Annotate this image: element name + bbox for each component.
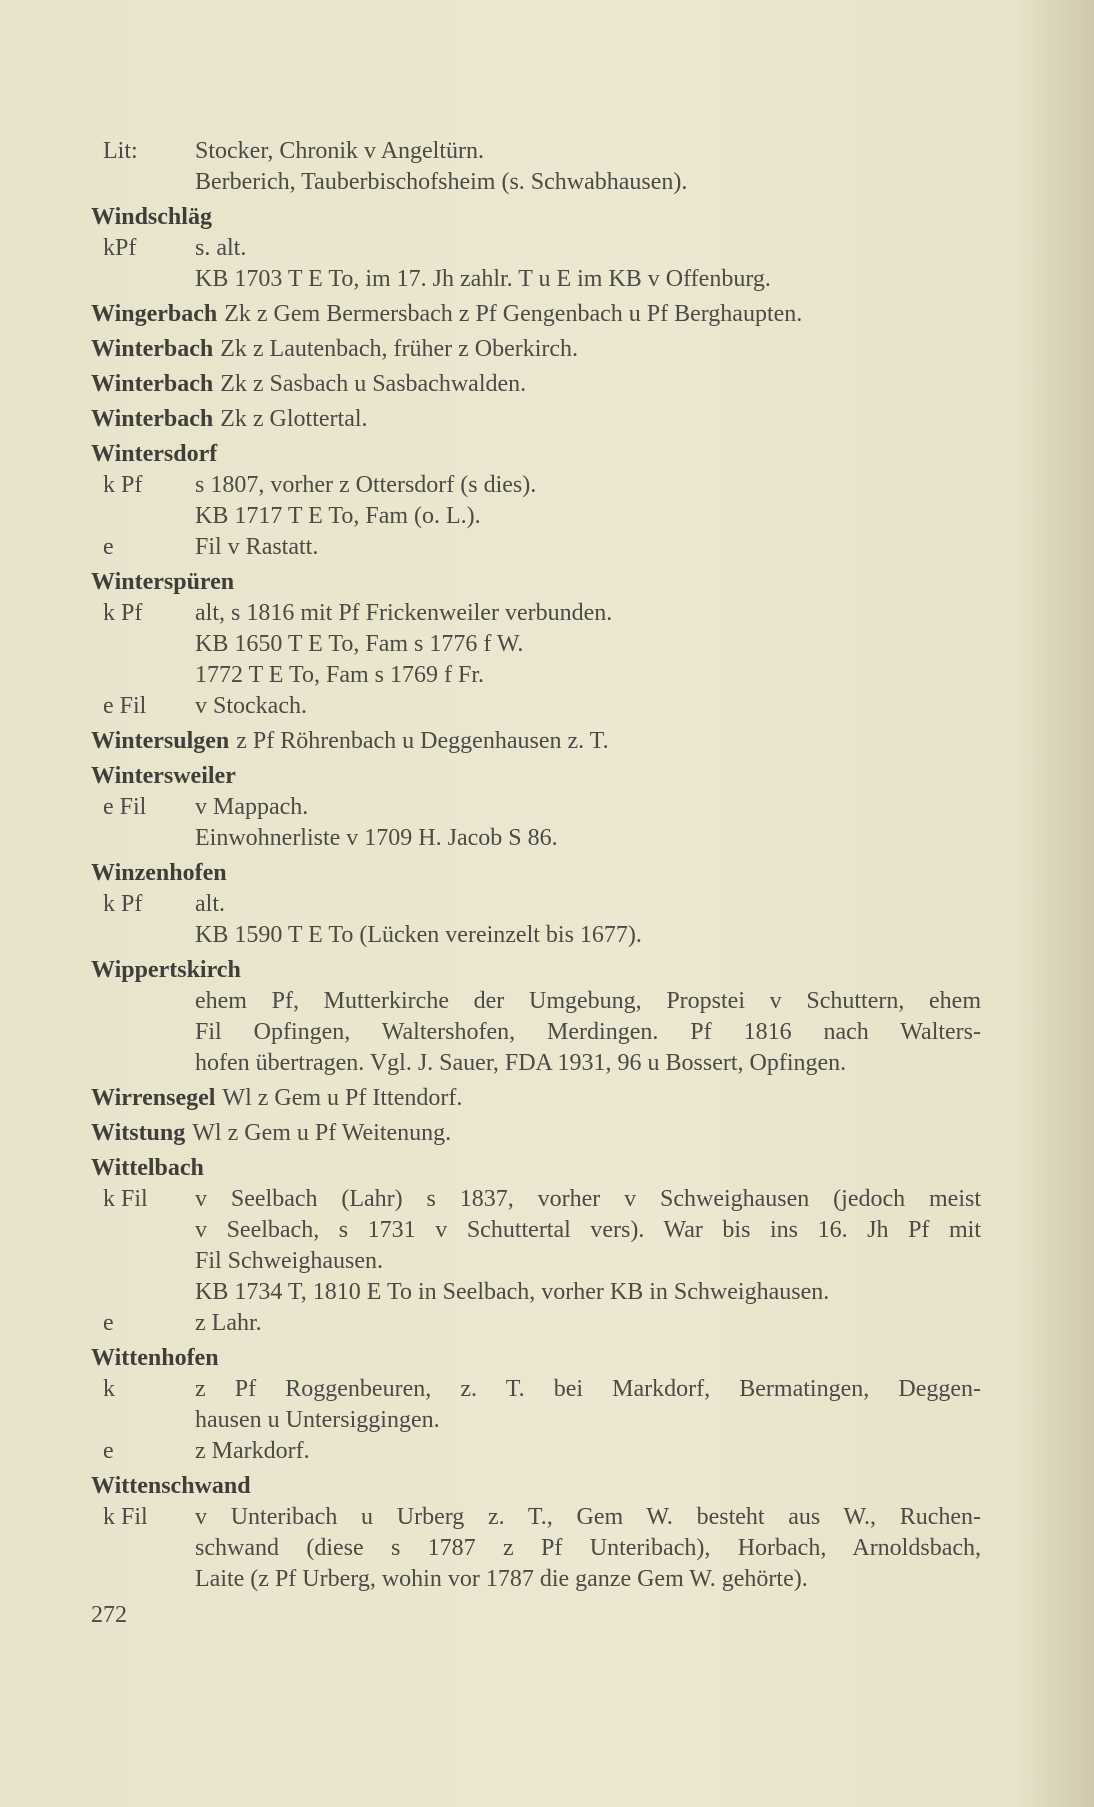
entry-row-label: k Fil	[103, 1504, 148, 1530]
gazetteer-entry	[91, 334, 981, 365]
entry-line-text: s. alt.	[195, 235, 247, 261]
entry-line-text: KB 1650 T E To, Fam s 1776 f W.	[195, 631, 524, 657]
entry-line	[91, 889, 981, 920]
entry-line	[91, 1502, 981, 1533]
entry-line-text: alt.	[195, 891, 225, 917]
entry-line-text: hofen übertragen. Vgl. J. Sauer, FDA 1931, 96 u Bossert, Opfingen.	[195, 1050, 847, 1076]
entry-headword: Windschläg	[91, 204, 212, 230]
entry-line-text: KB 1717 T E To, Fam (o. L.).	[195, 503, 481, 529]
entry-line	[91, 470, 981, 501]
gazetteer-entry	[91, 136, 981, 198]
entry-headword: Wingerbach	[91, 301, 218, 327]
gazetteer-entry	[91, 404, 981, 435]
entry-row-label: k	[103, 1376, 115, 1402]
entry-heading-line	[91, 1343, 981, 1374]
entry-row-label: k Fil	[103, 1186, 148, 1212]
entry-line	[91, 691, 981, 722]
entry-heading-line	[91, 439, 981, 470]
entry-line	[91, 1017, 981, 1048]
entry-heading-line	[91, 726, 981, 757]
entry-line-text: KB 1590 T E To (Lücken vereinzelt bis 1677).	[195, 922, 642, 948]
entry-line-text: Laite (z Pf Urberg, wohin vor 1787 die ganze Gem W. gehörte).	[195, 1566, 808, 1592]
entry-line-text: z Pf Roggenbeuren, z. T. bei Markdorf, Bermatingen, Deggen-	[195, 1376, 981, 1402]
entry-headword: Winzenhofen	[91, 860, 227, 886]
entry-line-text: v Unteribach u Urberg z. T., Gem W. besteht aus W., Ruchen-	[195, 1504, 981, 1530]
entry-line-text: alt, s 1816 mit Pf Frickenweiler verbunden.	[195, 600, 613, 626]
entry-headword: Wippertskirch	[91, 957, 241, 983]
entry-heading-line	[91, 1083, 981, 1114]
entry-headword: Wittenhofen	[91, 1345, 219, 1371]
entry-line-text: s 1807, vorher z Ottersdorf (s dies).	[195, 472, 537, 498]
entry-heading-line	[91, 404, 981, 435]
entry-line-text: KB 1703 T E To, im 17. Jh zahlr. T u E im KB v Offenburg.	[195, 266, 771, 292]
gazetteer-entry	[91, 439, 981, 563]
entry-line	[91, 598, 981, 629]
entry-heading-line	[91, 202, 981, 233]
entry-headword: Wintersulgen	[91, 728, 230, 754]
entry-line-text: Stocker, Chronik v Angeltürn.	[195, 138, 485, 164]
entry-line	[91, 1405, 981, 1436]
entry-headword: Wittenschwand	[91, 1473, 251, 1499]
entry-inline-text: Zk z Gem Bermersbach z Pf Gengenbach u Pf Berghaupten.	[224, 301, 803, 327]
entry-inline-text: Zk z Lautenbach, früher z Oberkirch.	[220, 336, 579, 362]
entry-line	[91, 792, 981, 823]
entry-line	[91, 532, 981, 563]
entry-line	[91, 167, 981, 198]
entry-line	[91, 1215, 981, 1246]
gazetteer-entry	[91, 858, 981, 951]
entry-line	[91, 986, 981, 1017]
page-number: 272	[91, 1602, 127, 1628]
entry-line-text: v Seelbach (Lahr) s 1837, vorher v Schweighausen (jedoch meist	[195, 1186, 981, 1212]
entry-line-text: Fil Schweighausen.	[195, 1248, 383, 1274]
entry-headword: Winterspüren	[91, 569, 235, 595]
entry-headword: Wirrensegel	[91, 1085, 216, 1111]
entry-inline-text: Wl z Gem u Pf Weitenung.	[192, 1120, 452, 1146]
entry-line-text: hausen u Untersiggingen.	[195, 1407, 440, 1433]
gazetteer-entry	[91, 299, 981, 330]
entry-heading-line	[91, 858, 981, 889]
entry-row-label: Lit:	[103, 138, 138, 164]
gazetteer-entry	[91, 1083, 981, 1114]
gazetteer-entry	[91, 1118, 981, 1149]
entry-line	[91, 1308, 981, 1339]
entry-line	[91, 660, 981, 691]
page-body	[91, 136, 981, 1595]
entry-heading-line	[91, 955, 981, 986]
entry-line	[91, 1533, 981, 1564]
entry-line	[91, 1436, 981, 1467]
entry-line	[91, 823, 981, 854]
gazetteer-entry	[91, 369, 981, 400]
entry-line-text: Berberich, Tauberbischofsheim (s. Schwabhausen).	[195, 169, 688, 195]
entry-line-text: schwand (diese s 1787 z Pf Unteribach), Horbach, Arnoldsbach,	[195, 1535, 981, 1561]
entry-heading-line	[91, 1153, 981, 1184]
entry-line-text: Fil v Rastatt.	[195, 534, 319, 560]
entry-line-text: ehem Pf, Mutterkirche der Umgebung, Propstei v Schuttern, ehem	[195, 988, 981, 1014]
entry-line-text: Einwohnerliste v 1709 H. Jacob S 86.	[195, 825, 558, 851]
entry-inline-text: z Pf Röhrenbach u Deggenhausen z. T.	[236, 728, 609, 754]
entry-line	[91, 1564, 981, 1595]
entry-headword: Wintersweiler	[91, 763, 236, 789]
entry-line	[91, 1374, 981, 1405]
gazetteer-entry	[91, 567, 981, 722]
entry-inline-text: Wl z Gem u Pf Ittendorf.	[222, 1085, 463, 1111]
entry-line-text: Fil Opfingen, Waltershofen, Merdingen. Pf 1816 nach Walters-	[195, 1019, 981, 1045]
entry-line	[91, 501, 981, 532]
entry-row-label: e	[103, 1310, 114, 1336]
gazetteer-entry	[91, 761, 981, 854]
gazetteer-entry	[91, 726, 981, 757]
entry-line-text: KB 1734 T, 1810 E To in Seelbach, vorher KB in Schweighausen.	[195, 1279, 830, 1305]
entry-line-text: 1772 T E To, Fam s 1769 f Fr.	[195, 662, 485, 688]
gazetteer-entry	[91, 1471, 981, 1595]
entry-line	[91, 629, 981, 660]
entry-row-label: k Pf	[103, 600, 143, 626]
entry-heading-line	[91, 334, 981, 365]
entry-row-label: e Fil	[103, 693, 147, 719]
entry-heading-line	[91, 567, 981, 598]
entry-line	[91, 1277, 981, 1308]
entry-row-label: k Pf	[103, 891, 143, 917]
entry-headword: Wittelbach	[91, 1155, 204, 1181]
entry-headword: Winterbach	[91, 336, 214, 362]
entry-line-text: z Lahr.	[195, 1310, 262, 1336]
entry-line	[91, 920, 981, 951]
entry-line-text: v Seelbach, s 1731 v Schuttertal vers). War bis ins 16. Jh Pf mit	[195, 1217, 981, 1243]
entry-headword: Witstung	[91, 1120, 186, 1146]
entry-line-text: v Stockach.	[195, 693, 307, 719]
entry-line	[91, 1048, 981, 1079]
entry-line	[91, 264, 981, 295]
entry-line-text: z Markdorf.	[195, 1438, 310, 1464]
gazetteer-entry	[91, 1343, 981, 1467]
entry-headword: Winterbach	[91, 406, 214, 432]
entry-heading-line	[91, 1118, 981, 1149]
entry-row-label: e	[103, 1438, 114, 1464]
entry-headword: Winterbach	[91, 371, 214, 397]
entry-line	[91, 136, 981, 167]
entry-row-label: kPf	[103, 235, 137, 261]
entry-inline-text: Zk z Sasbach u Sasbachwalden.	[220, 371, 527, 397]
entry-row-label: e Fil	[103, 794, 147, 820]
entry-headword: Wintersdorf	[91, 441, 218, 467]
entry-line	[91, 1246, 981, 1277]
entry-inline-text: Zk z Glottertal.	[220, 406, 368, 432]
entry-row-label: e	[103, 534, 114, 560]
gazetteer-entry	[91, 1153, 981, 1339]
gazetteer-entry	[91, 202, 981, 295]
entry-heading-line	[91, 1471, 981, 1502]
entry-line	[91, 233, 981, 264]
entry-line-text: v Mappach.	[195, 794, 309, 820]
entry-line	[91, 1184, 981, 1215]
entry-heading-line	[91, 761, 981, 792]
entry-heading-line	[91, 299, 981, 330]
entry-row-label: k Pf	[103, 472, 143, 498]
gazetteer-entry	[91, 955, 981, 1079]
entry-heading-line	[91, 369, 981, 400]
